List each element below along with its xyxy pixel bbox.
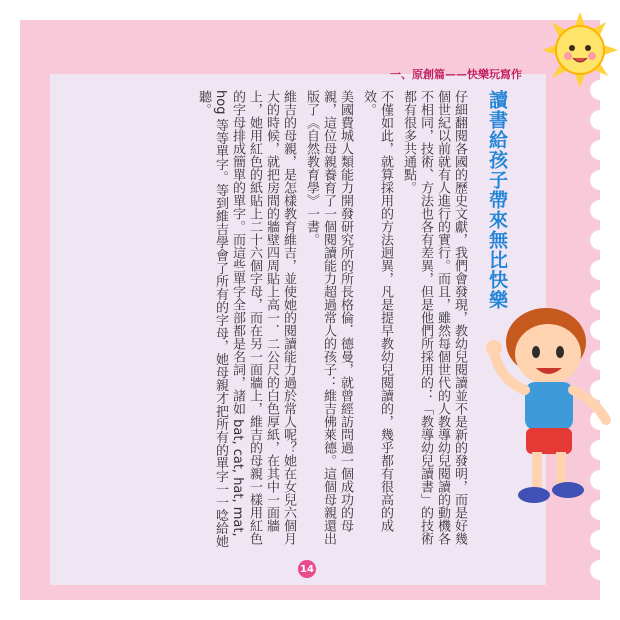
page-number: 14	[298, 560, 316, 578]
vertical-text-block	[86, 90, 511, 550]
paragraph: 美國費城人類能力開發研究所的所長格倫．德曼，就曾經訪問過一個成功的母親，這位母親養育了一個閱讀能力超過常人的孩子：維吉佛萊德。這個母親還出版了《自然教育學》一書。	[304, 90, 353, 545]
paragraph: 維吉的母親，是怎樣教育維吉，並使她的閱讀能力過於常人呢？她在女兒六個月大的時候，就把房間的牆壁四周貼上高一．二公尺的白色厚紙，在其中一面牆上，她用紅色的紙貼上二十六個字母，而在另一面牆上，維吉的母親一樣用紅色的字母排成簡單的單字。而這些單字全部都是名詞，諸如 bat, cat, hat, mat, hog 等等單字。等到維吉學會了所有的字母，她母親才把所有的單字一一唸給她聽。	[196, 90, 296, 548]
boy-illustration	[470, 290, 620, 520]
sun-illustration	[540, 10, 620, 90]
chapter-title: 讀書給孩子帶來無比快樂	[486, 90, 508, 310]
paragraph: 不僅如此，就算採用的方法迥異，凡是提早教幼兒閱讀的，幾乎都有很高的成效。	[361, 90, 393, 532]
paragraph: 仔細翻閱各國的歷史文獻，我們會發現，教幼兒閱讀並不是新的發明，而是好幾個世紀以前就有人進行的實行。而且，雖然每個世代的人教導幼兒閱讀的動機各不相同，技術、方法也各有差異，但是他們所採用的：「教導幼兒讀書」的技術都有很多共通點。	[401, 90, 467, 545]
section-header: 一、原創篇——快樂玩寫作	[390, 68, 522, 81]
